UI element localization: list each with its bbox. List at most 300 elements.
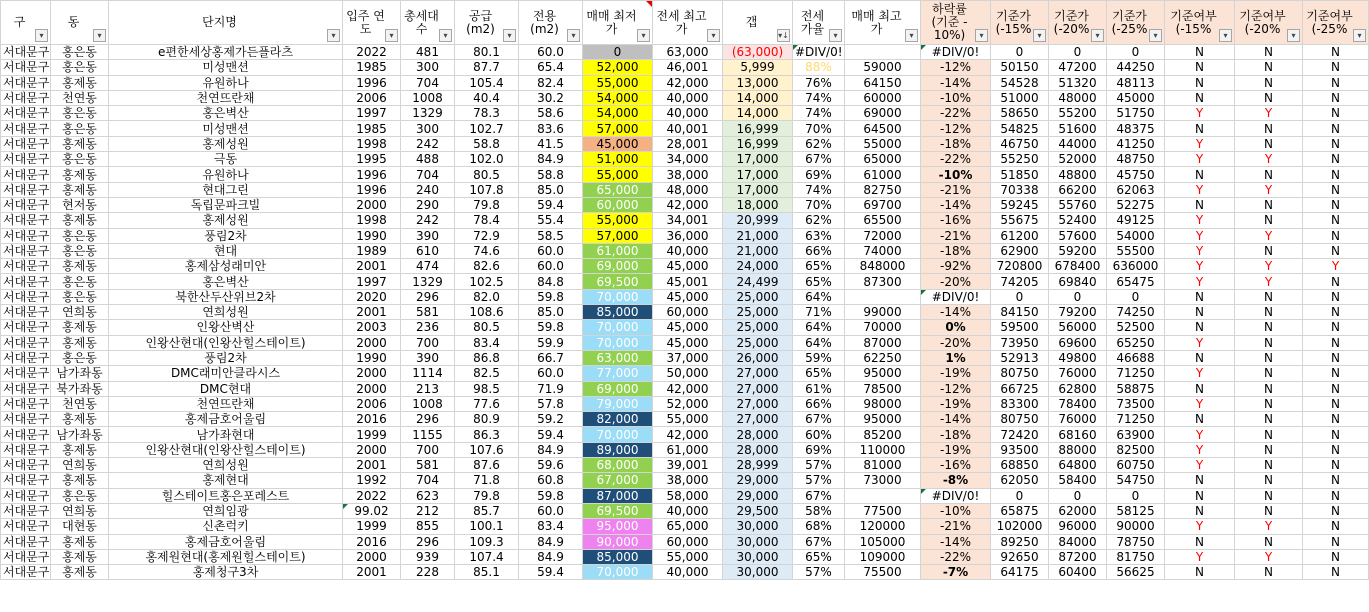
cell-drop[interactable]: -8% [921,473,991,488]
cell-name[interactable]: 풍림2차 [109,350,343,365]
cell-units[interactable]: 623 [401,488,455,503]
cell-supply[interactable]: 58.8 [455,136,519,151]
cell-p15[interactable]: 51850 [991,167,1049,182]
cell-supply[interactable]: 40.4 [455,90,519,105]
cell-p15[interactable]: 68850 [991,458,1049,473]
cell-p15[interactable]: 89250 [991,534,1049,549]
cell-units[interactable]: 390 [401,350,455,365]
cell-p20[interactable]: 62000 [1049,503,1107,518]
cell-rate[interactable]: 60% [793,427,845,442]
cell-p20[interactable]: 66200 [1049,182,1107,197]
cell-p15[interactable]: 720800 [991,259,1049,274]
cell-area[interactable]: 57.8 [519,396,583,411]
cell-y20[interactable]: Y [1235,152,1303,167]
cell-gu[interactable]: 서대문구 [1,182,51,197]
cell-sale_max[interactable]: 120000 [845,519,921,534]
cell-p20[interactable]: 96000 [1049,519,1107,534]
filter-dropdown-icon[interactable]: ▾ [707,29,720,42]
cell-jeonse[interactable]: 28,001 [653,136,723,151]
cell-year[interactable]: 2001 [343,259,401,274]
cell-area[interactable]: 59.6 [519,458,583,473]
cell-area[interactable]: 58.6 [519,106,583,121]
cell-y25[interactable]: N [1303,274,1369,289]
cell-year[interactable]: 2001 [343,305,401,320]
cell-y25[interactable]: N [1303,213,1369,228]
cell-y20[interactable]: N [1235,503,1303,518]
cell-drop[interactable]: -19% [921,396,991,411]
cell-p20[interactable]: 678400 [1049,259,1107,274]
cell-p15[interactable]: 51000 [991,90,1049,105]
cell-dong[interactable]: 홍제동 [51,259,109,274]
cell-year[interactable]: 1985 [343,121,401,136]
column-header-12[interactable] [921,1,991,45]
cell-drop[interactable]: -18% [921,136,991,151]
cell-gu[interactable]: 서대문구 [1,289,51,304]
column-header-16[interactable] [1165,1,1235,45]
cell-sale_max[interactable]: 64150 [845,75,921,90]
cell-y25[interactable]: N [1303,136,1369,151]
cell-drop[interactable]: -16% [921,458,991,473]
cell-y25[interactable]: N [1303,534,1369,549]
cell-y20[interactable]: N [1235,60,1303,75]
cell-p15[interactable]: 0 [991,488,1049,503]
cell-sale_max[interactable]: 85200 [845,427,921,442]
cell-sale_min[interactable]: 87,000 [583,488,653,503]
cell-y20[interactable]: N [1235,396,1303,411]
cell-dong[interactable]: 홍제동 [51,75,109,90]
cell-name[interactable]: 북한산두산위브2차 [109,289,343,304]
cell-name[interactable]: 힐스테이트홍은포레스트 [109,488,343,503]
cell-units[interactable]: 610 [401,243,455,258]
cell-sale_max[interactable]: 72000 [845,228,921,243]
cell-area[interactable]: 59.8 [519,320,583,335]
cell-p15[interactable]: 66725 [991,381,1049,396]
cell-units[interactable]: 704 [401,473,455,488]
cell-name[interactable]: 홍제원현대(홍제원힐스테이트) [109,549,343,564]
cell-gap[interactable]: 17,000 [723,152,793,167]
cell-gap[interactable]: 27,000 [723,381,793,396]
cell-p25[interactable]: 62063 [1107,182,1165,197]
cell-units[interactable]: 1114 [401,366,455,381]
cell-supply[interactable]: 102.5 [455,274,519,289]
cell-drop[interactable]: #DIV/0! [921,289,991,304]
cell-drop[interactable]: -20% [921,274,991,289]
cell-y15[interactable]: N [1165,473,1235,488]
cell-y25[interactable]: N [1303,152,1369,167]
cell-units[interactable]: 704 [401,167,455,182]
cell-dong[interactable]: 홍제동 [51,213,109,228]
cell-sale_max[interactable]: 78500 [845,381,921,396]
cell-rate[interactable]: 58% [793,503,845,518]
cell-area[interactable]: 30.2 [519,90,583,105]
cell-p25[interactable]: 0 [1107,488,1165,503]
cell-p20[interactable]: 79200 [1049,305,1107,320]
cell-area[interactable]: 84.8 [519,274,583,289]
cell-units[interactable]: 300 [401,60,455,75]
cell-y15[interactable]: Y [1165,366,1235,381]
cell-sale_max[interactable]: 87300 [845,274,921,289]
cell-rate[interactable]: 61% [793,381,845,396]
cell-units[interactable]: 1329 [401,106,455,121]
cell-y20[interactable]: N [1235,75,1303,90]
cell-rate[interactable]: 63% [793,228,845,243]
cell-p20[interactable]: 60400 [1049,565,1107,580]
filter-dropdown-icon[interactable]: ▾ [35,29,48,42]
cell-p20[interactable]: 52000 [1049,152,1107,167]
filter-dropdown-icon[interactable]: ▾ [503,29,516,42]
cell-p25[interactable]: 74250 [1107,305,1165,320]
cell-jeonse[interactable]: 45,001 [653,274,723,289]
cell-p25[interactable]: 71250 [1107,412,1165,427]
cell-p25[interactable]: 51750 [1107,106,1165,121]
cell-jeonse[interactable]: 40,000 [653,243,723,258]
cell-units[interactable]: 855 [401,519,455,534]
cell-y25[interactable]: Y [1303,259,1369,274]
cell-y20[interactable]: Y [1235,519,1303,534]
column-header-18[interactable] [1303,1,1369,45]
filter-dropdown-icon[interactable]: ▾ [905,29,918,42]
cell-sale_max[interactable]: 848000 [845,259,921,274]
cell-y15[interactable]: Y [1165,274,1235,289]
cell-gap[interactable]: 13,000 [723,75,793,90]
cell-area[interactable]: 84.9 [519,549,583,564]
cell-name[interactable]: 미성맨션 [109,60,343,75]
cell-y25[interactable]: N [1303,121,1369,136]
cell-jeonse[interactable]: 42,000 [653,75,723,90]
cell-gap[interactable]: 25,000 [723,305,793,320]
cell-p15[interactable]: 83300 [991,396,1049,411]
cell-sale_max[interactable]: 69700 [845,197,921,212]
cell-drop[interactable]: -12% [921,121,991,136]
cell-drop[interactable]: -92% [921,259,991,274]
cell-sale_max[interactable]: 59000 [845,60,921,75]
cell-name[interactable]: 인왕산현대(인왕산힐스테이트) [109,442,343,457]
cell-jeonse[interactable]: 34,000 [653,152,723,167]
cell-year[interactable]: 1996 [343,182,401,197]
cell-jeonse[interactable]: 42,000 [653,381,723,396]
cell-gap[interactable]: 28,000 [723,427,793,442]
column-header-9[interactable] [723,1,793,45]
cell-drop[interactable]: -10% [921,167,991,182]
cell-area[interactable]: 83.4 [519,519,583,534]
cell-p25[interactable]: 46688 [1107,350,1165,365]
cell-gu[interactable]: 서대문구 [1,136,51,151]
cell-jeonse[interactable]: 45,000 [653,259,723,274]
cell-drop[interactable]: -22% [921,152,991,167]
cell-gu[interactable]: 서대문구 [1,197,51,212]
cell-sale_max[interactable]: 98000 [845,396,921,411]
cell-name[interactable]: 신촌럭키 [109,519,343,534]
cell-rate[interactable]: 70% [793,197,845,212]
cell-units[interactable]: 228 [401,565,455,580]
cell-p20[interactable]: 68160 [1049,427,1107,442]
cell-p15[interactable]: 93500 [991,442,1049,457]
cell-name[interactable]: 남가좌현대 [109,427,343,442]
cell-year[interactable]: 1995 [343,152,401,167]
cell-sale_min[interactable]: 77,000 [583,366,653,381]
column-header-6[interactable] [519,1,583,45]
cell-gu[interactable]: 서대문구 [1,458,51,473]
cell-dong[interactable]: 남가좌동 [51,427,109,442]
cell-supply[interactable]: 102.0 [455,152,519,167]
cell-supply[interactable]: 79.8 [455,197,519,212]
cell-p25[interactable]: 58875 [1107,381,1165,396]
cell-units[interactable]: 939 [401,549,455,564]
cell-name[interactable]: 유원하나 [109,75,343,90]
cell-p15[interactable]: 55675 [991,213,1049,228]
cell-p15[interactable]: 0 [991,289,1049,304]
cell-p15[interactable]: 62050 [991,473,1049,488]
cell-y15[interactable]: N [1165,75,1235,90]
cell-p20[interactable]: 52400 [1049,213,1107,228]
cell-y20[interactable]: N [1235,565,1303,580]
cell-units[interactable]: 481 [401,45,455,60]
cell-area[interactable]: 83.6 [519,121,583,136]
column-header-5[interactable] [455,1,519,45]
cell-y25[interactable]: N [1303,305,1369,320]
cell-year[interactable]: 2001 [343,458,401,473]
cell-y15[interactable]: N [1165,488,1235,503]
cell-p20[interactable]: 51320 [1049,75,1107,90]
cell-p20[interactable]: 48000 [1049,90,1107,105]
cell-jeonse[interactable]: 58,000 [653,488,723,503]
cell-rate[interactable]: 67% [793,534,845,549]
cell-drop[interactable]: -21% [921,519,991,534]
cell-y15[interactable]: N [1165,381,1235,396]
cell-supply[interactable]: 82.5 [455,366,519,381]
cell-sale_max[interactable]: 95000 [845,412,921,427]
cell-rate[interactable]: 69% [793,442,845,457]
cell-y25[interactable]: N [1303,350,1369,365]
cell-dong[interactable]: 홍은동 [51,45,109,60]
cell-p20[interactable]: 76000 [1049,412,1107,427]
cell-drop[interactable]: -14% [921,534,991,549]
cell-rate[interactable]: 66% [793,243,845,258]
cell-drop[interactable]: -12% [921,60,991,75]
cell-y25[interactable]: N [1303,60,1369,75]
column-header-14[interactable] [1049,1,1107,45]
cell-jeonse[interactable]: 45,000 [653,335,723,350]
cell-area[interactable]: 60.0 [519,259,583,274]
filter-dropdown-icon[interactable]: ▾ [1353,29,1366,42]
cell-y20[interactable]: N [1235,473,1303,488]
cell-drop[interactable]: -20% [921,335,991,350]
cell-y15[interactable]: N [1165,320,1235,335]
cell-y20[interactable]: N [1235,442,1303,457]
cell-dong[interactable]: 천연동 [51,396,109,411]
cell-gu[interactable]: 서대문구 [1,488,51,503]
cell-units[interactable]: 296 [401,289,455,304]
cell-gu[interactable]: 서대문구 [1,320,51,335]
cell-rate[interactable]: 67% [793,488,845,503]
column-header-4[interactable] [401,1,455,45]
cell-year[interactable]: 1999 [343,519,401,534]
cell-y20[interactable]: N [1235,289,1303,304]
cell-area[interactable]: 59.8 [519,488,583,503]
cell-supply[interactable]: 72.9 [455,228,519,243]
cell-sale_max[interactable]: 60000 [845,90,921,105]
cell-year[interactable]: 2001 [343,565,401,580]
cell-sale_max[interactable]: 65000 [845,152,921,167]
cell-p20[interactable]: 48800 [1049,167,1107,182]
cell-y25[interactable]: N [1303,366,1369,381]
cell-dong[interactable]: 홍제동 [51,136,109,151]
cell-sale_min[interactable]: 0 [583,45,653,60]
cell-gu[interactable]: 서대문구 [1,534,51,549]
cell-name[interactable]: 연희임광 [109,503,343,518]
cell-y15[interactable]: Y [1165,136,1235,151]
cell-dong[interactable]: 홍제동 [51,335,109,350]
cell-y15[interactable]: N [1165,167,1235,182]
cell-gu[interactable]: 서대문구 [1,60,51,75]
cell-jeonse[interactable]: 45,000 [653,320,723,335]
cell-area[interactable]: 82.4 [519,75,583,90]
cell-year[interactable]: 1992 [343,473,401,488]
cell-dong[interactable]: 홍제동 [51,182,109,197]
cell-y25[interactable]: N [1303,442,1369,457]
cell-year[interactable]: 1998 [343,213,401,228]
cell-name[interactable]: 홍제청구3차 [109,565,343,580]
cell-y20[interactable]: Y [1235,274,1303,289]
cell-sale_min[interactable]: 90,000 [583,534,653,549]
cell-jeonse[interactable]: 46,001 [653,60,723,75]
cell-dong[interactable]: 홍제동 [51,565,109,580]
cell-rate[interactable]: 65% [793,259,845,274]
cell-y25[interactable]: N [1303,503,1369,518]
cell-gu[interactable]: 서대문구 [1,45,51,60]
cell-p15[interactable]: 102000 [991,519,1049,534]
cell-p20[interactable]: 69840 [1049,274,1107,289]
cell-y25[interactable]: N [1303,549,1369,564]
cell-jeonse[interactable]: 55,000 [653,412,723,427]
cell-sale_max[interactable]: 95000 [845,366,921,381]
cell-rate[interactable]: 74% [793,182,845,197]
cell-units[interactable]: 213 [401,381,455,396]
cell-rate[interactable]: 88% [793,60,845,75]
cell-p20[interactable]: 55200 [1049,106,1107,121]
cell-year[interactable]: 2022 [343,45,401,60]
cell-drop[interactable]: -14% [921,197,991,212]
cell-sale_max[interactable]: 75500 [845,565,921,580]
cell-y20[interactable]: N [1235,167,1303,182]
cell-y20[interactable]: Y [1235,106,1303,121]
cell-sale_max[interactable] [845,488,921,503]
column-header-17[interactable] [1235,1,1303,45]
cell-supply[interactable]: 109.3 [455,534,519,549]
cell-p25[interactable]: 63900 [1107,427,1165,442]
cell-sale_min[interactable]: 61,000 [583,243,653,258]
cell-jeonse[interactable]: 60,000 [653,305,723,320]
cell-drop[interactable]: -7% [921,565,991,580]
cell-sale_min[interactable]: 51,000 [583,152,653,167]
cell-gap[interactable]: 30,000 [723,549,793,564]
cell-supply[interactable]: 87.6 [455,458,519,473]
cell-y25[interactable]: N [1303,458,1369,473]
cell-jeonse[interactable]: 65,000 [653,519,723,534]
cell-rate[interactable]: 57% [793,565,845,580]
cell-p15[interactable]: 73950 [991,335,1049,350]
filter-dropdown-icon[interactable]: ▾ [567,29,580,42]
column-header-7[interactable] [583,1,653,45]
column-header-8[interactable] [653,1,723,45]
cell-p20[interactable]: 69600 [1049,335,1107,350]
cell-p25[interactable]: 44250 [1107,60,1165,75]
cell-y25[interactable]: N [1303,45,1369,60]
cell-gap[interactable]: 18,000 [723,197,793,212]
cell-p25[interactable]: 90000 [1107,519,1165,534]
cell-y25[interactable]: N [1303,320,1369,335]
cell-drop[interactable]: -10% [921,90,991,105]
cell-sale_max[interactable]: 64500 [845,121,921,136]
column-header-13[interactable] [991,1,1049,45]
cell-p15[interactable]: 46750 [991,136,1049,151]
cell-units[interactable]: 488 [401,152,455,167]
cell-jeonse[interactable]: 34,001 [653,213,723,228]
cell-gap[interactable]: 20,999 [723,213,793,228]
cell-rate[interactable]: 59% [793,350,845,365]
cell-units[interactable]: 296 [401,412,455,427]
cell-y20[interactable]: Y [1235,228,1303,243]
cell-drop[interactable]: -10% [921,503,991,518]
cell-dong[interactable]: 연희동 [51,305,109,320]
cell-year[interactable]: 2000 [343,442,401,457]
cell-year[interactable]: 2022 [343,488,401,503]
cell-gap[interactable]: 16,999 [723,136,793,151]
cell-gu[interactable]: 서대문구 [1,381,51,396]
cell-dong[interactable]: 현저동 [51,197,109,212]
cell-drop[interactable]: -14% [921,412,991,427]
cell-sale_max[interactable]: 99000 [845,305,921,320]
cell-y15[interactable]: Y [1165,396,1235,411]
cell-gu[interactable]: 서대문구 [1,106,51,121]
cell-supply[interactable]: 71.8 [455,473,519,488]
cell-sale_min[interactable]: 69,000 [583,259,653,274]
cell-y25[interactable]: N [1303,396,1369,411]
cell-gap[interactable]: 28,999 [723,458,793,473]
cell-rate[interactable]: 65% [793,274,845,289]
cell-gap[interactable]: 26,000 [723,350,793,365]
cell-name[interactable]: e편한세상홍제가든플라츠 [109,45,343,60]
filter-dropdown-icon[interactable]: ▾ [93,29,106,42]
cell-sale_min[interactable]: 70,000 [583,427,653,442]
cell-jeonse[interactable]: 52,000 [653,396,723,411]
cell-rate[interactable]: #DIV/0! [793,45,845,60]
cell-p20[interactable]: 76000 [1049,366,1107,381]
cell-area[interactable]: 59.9 [519,335,583,350]
cell-year[interactable]: 2000 [343,197,401,212]
cell-dong[interactable]: 홍제동 [51,473,109,488]
cell-p20[interactable]: 0 [1049,488,1107,503]
cell-sale_max[interactable]: 81000 [845,458,921,473]
cell-area[interactable]: 60.0 [519,366,583,381]
cell-dong[interactable]: 홍은동 [51,488,109,503]
column-header-0[interactable] [1,1,51,45]
cell-p20[interactable]: 0 [1049,45,1107,60]
cell-rate[interactable]: 65% [793,366,845,381]
cell-year[interactable]: 99.02 [343,503,401,518]
cell-gap[interactable]: 29,500 [723,503,793,518]
cell-y25[interactable]: N [1303,488,1369,503]
cell-dong[interactable]: 홍은동 [51,121,109,136]
cell-sale_min[interactable]: 54,000 [583,90,653,105]
cell-drop[interactable]: -19% [921,366,991,381]
cell-supply[interactable]: 83.4 [455,335,519,350]
cell-jeonse[interactable]: 45,000 [653,289,723,304]
cell-year[interactable]: 2003 [343,320,401,335]
filter-dropdown-icon[interactable]: ▾ [1149,29,1162,42]
cell-name[interactable]: 현대 [109,243,343,258]
cell-y15[interactable]: Y [1165,427,1235,442]
